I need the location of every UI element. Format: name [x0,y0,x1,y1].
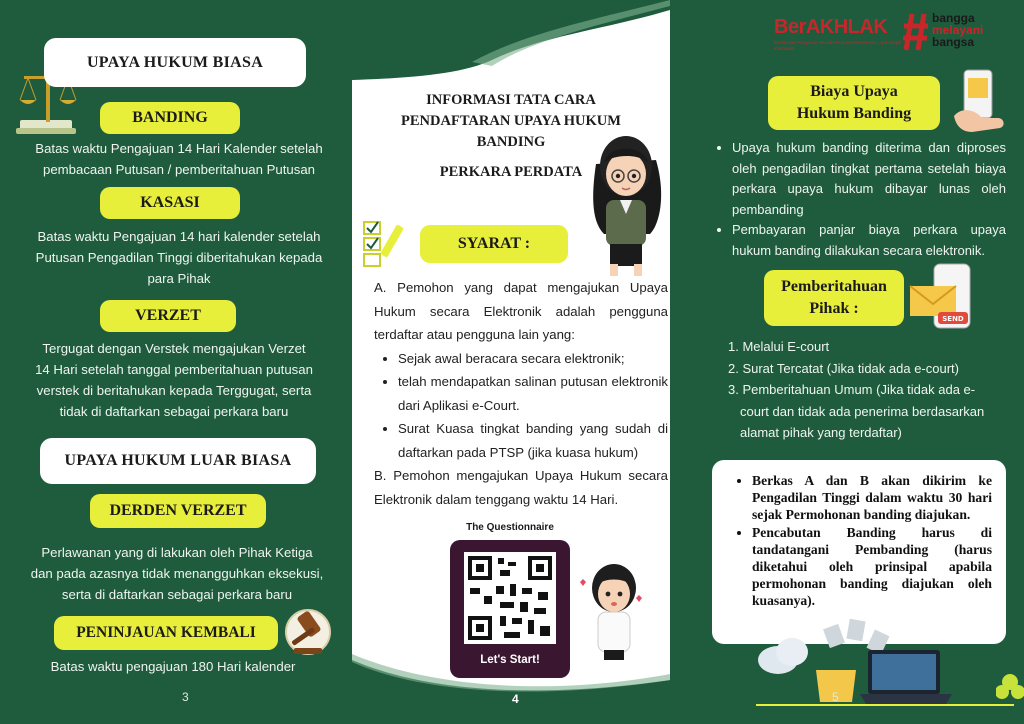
title-line: PENDAFTARAN UPAYA HUKUM [401,113,621,129]
title-line: INFORMASI TATA CARA [426,92,596,108]
biaya-list [710,138,1006,261]
derden-verzet-text [10,542,344,605]
hashtag-icon [902,12,930,52]
biaya-upaya-heading [768,76,940,130]
logo-tagline-line: bangga [932,11,975,25]
qr-code-image [464,552,556,644]
requirement-item: • Sejak awal beracara secara elektronik; [398,347,668,371]
woman-thinking-illustration [576,558,646,662]
heading-line: Biaya Upaya [810,83,898,100]
kasasi-text-line: Putusan Pengadilan Tinggi diberitahukan kepada [35,250,323,265]
requirement-list [374,347,668,465]
footer-line [756,704,1014,706]
qr-caption: The Questionnaire [466,522,554,533]
banding-text [20,138,338,180]
syarat-heading: SYARAT : [420,225,568,263]
logo-tagline-line: melayani [932,23,984,37]
phone-payment-icon [952,66,1008,134]
requirements-text [374,276,668,511]
right-panel [670,0,1024,724]
peninjauan-kembali-heading: PENINJAUAN KEMBALI [54,616,278,650]
pemberitahuan-heading [764,270,904,326]
woman-lawyer-illustration [584,124,670,278]
qr-code-frame[interactable] [450,540,570,678]
peninjauan-kembali-text: Batas waktu pengajuan 180 Hari kalender [50,659,296,674]
page-number: 3 [182,690,189,704]
kasasi-heading: KASASI [100,187,240,219]
checklist-pencil-icon [362,218,408,268]
logo-tagline [932,12,983,48]
kasasi-text-line: para Pihak [147,271,211,286]
note-item: • Pencabutan Banding harus di tandatangani Pembanding (harus diketahui oleh prinsipal apabila permohonan banding diajukan oleh kuasanya). [752,524,992,610]
middle-panel [352,0,670,724]
verzet-text-line: tidak di daftarkan sebagai perkara baru [59,404,289,419]
note-item: • Berkas A dan B akan dikirim ke Pengadilan Tinggi dalam waktu 30 hari sejak Permohonan banding diajukan. [752,472,992,524]
title-line: BANDING [476,134,546,150]
verzet-text-line: verstek di beritahukan kepada Terggugat, serta [36,383,312,398]
derden-text-line: serta di daftarkan sebagai perkara baru [61,587,293,602]
page-number: 5 [832,690,839,704]
verzet-heading: VERZET [100,300,236,332]
top-swoosh-decoration [352,0,670,80]
derden-text-line: Perlawanan yang di lakukan oleh Pihak Ketiga [41,545,313,560]
requirement-item: • telah mendapatkan salinan putusan elektronik dari Aplikasi e-Court. [398,370,668,417]
qr-cta-label[interactable]: Let's Start! [480,654,540,666]
logo-values-line: Berorientasi Pelayanan Akuntabel Kompeten Harmonis Loyal Adaptif Kolaboratif [774,40,902,51]
kasasi-text [20,226,338,289]
banding-heading: BANDING [100,102,240,134]
cloud-laptop-illustration [756,612,970,712]
upaya-hukum-luar-biasa-heading: UPAYA HUKUM LUAR BIASA [40,438,316,484]
page-number: 4 [512,692,519,706]
requirement-item: • Surat Kuasa tingkat banding yang sudah di daftarkan pada PTSP (jika kuasa hukum) [398,417,668,464]
verzet-text-line: Tergugat dengan Verstek mengajukan Verzet [42,341,306,356]
berakhlak-logo [774,8,1014,58]
heading-line: Pihak : [809,300,859,317]
derden-verzet-heading: DERDEN VERZET [90,494,266,528]
pemberitahuan-item: court dan tidak ada penerima berdasarkan [740,403,985,419]
verzet-text-line: 14 Hari setelah tanggal pemberitahuan putusan [35,362,313,377]
upaya-hukum-biasa-heading: UPAYA HUKUM BIASA [44,38,306,87]
requirement-a: A. Pemohon yang dapat mengajukan Upaya Hukum secara Elektronik adalah pengguna terdaftar atau pengguna lain yang: [374,280,668,342]
biaya-item: • Upaya hukum banding diterima dan diproses oleh pengadilan tingkat pertama setelah biaya perkara upaya hukum dibayar lunas oleh pembanding [732,138,1006,220]
logo-wordmark: BerAKHLAK [774,16,888,38]
pemberitahuan-list [728,336,1018,444]
send-badge-label: SEND [942,315,964,323]
left-panel [0,0,352,724]
pemberitahuan-item: alamat pihak yang terdaftar) [740,425,902,440]
pemberitahuan-item: 3. Pemberitahuan Umum (Jika tidak ada e- [728,382,976,397]
banding-text-line: Batas waktu Pengajuan 14 Hari Kalender setelah [35,141,323,156]
gavel-icon [282,604,338,658]
requirement-b: B. Pemohon mengajukan Upaya Hukum secara Elektronik dalam tenggang waktu 14 Hari. [374,468,668,507]
heading-line: Hukum Banding [796,105,912,122]
verzet-text [14,338,334,422]
pemberitahuan-item: 2. Surat Tercatat (Jika tidak ada e-court) [728,360,959,376]
email-send-icon [908,262,982,342]
document-subtitle: PERKARA PERDATA [439,164,583,180]
derden-text-line: dan pada azasnya tidak menangguhkan eksekusi, [30,566,324,581]
heading-line: Pemberitahuan [781,278,887,295]
clover-icon [996,670,1024,710]
biaya-item: • Pembayaran panjar biaya perkara upaya hukum banding dilakukan secara elektronik. [732,220,1006,261]
banding-text-line: pembacaan Putusan / pemberitahuan Putusan [43,162,315,177]
logo-tagline-line: bangsa [932,35,975,49]
pemberitahuan-item: 1. Melalui E-court [728,339,830,354]
kasasi-text-line: Batas waktu Pengajuan 14 hari kalender setelah [37,229,321,244]
